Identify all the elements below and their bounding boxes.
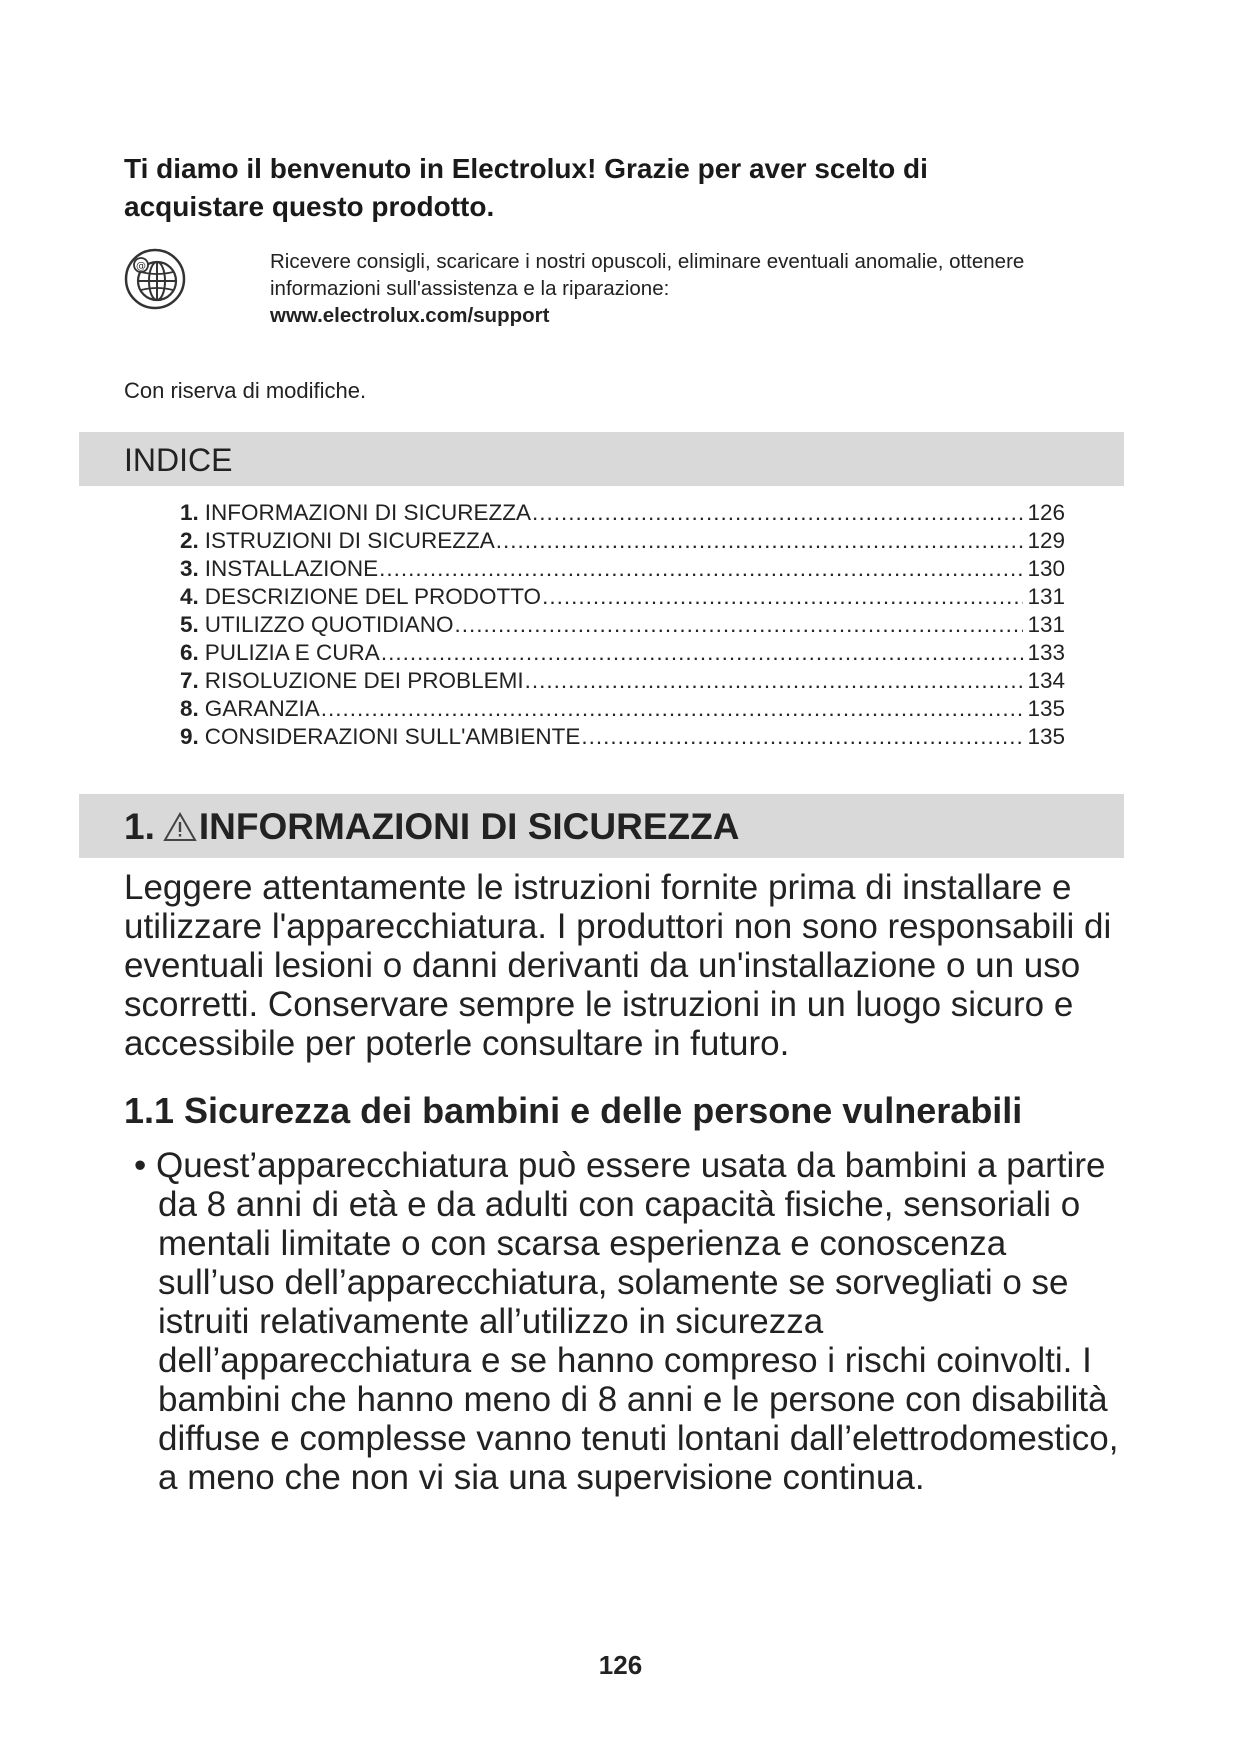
warning-triangle-icon bbox=[163, 812, 197, 842]
toc-item-label: PULIZIA E CURA bbox=[204, 640, 380, 665]
toc-leader-dots bbox=[581, 724, 1023, 750]
index-header-band bbox=[79, 432, 1124, 486]
toc-item-number: 6. bbox=[180, 640, 199, 665]
toc-item[interactable] bbox=[180, 612, 1065, 640]
section1-intro-paragraph: Leggere attentamente le istruzioni fornite prima di installare e utilizzare l'apparecchiatura. I produttori non sono responsabili di eventuali lesioni o danni derivanti da un'installazione o un uso scorretti. Conservare sempre le istruzioni in un luogo sicuro e accessibile per poterle consultare in futuro. bbox=[124, 868, 1112, 1063]
support-description: Ricevere consigli, scaricare i nostri opuscoli, eliminare eventuali anomalie, ottenere informazioni sull'assistenza e la riparazione: bbox=[270, 250, 1025, 300]
toc-item-label: GARANZIA bbox=[204, 696, 320, 721]
table-of-contents bbox=[180, 500, 1065, 752]
toc-item-label: INSTALLAZIONE bbox=[204, 556, 379, 581]
section1-header-band bbox=[79, 794, 1124, 858]
bullet-item bbox=[124, 1146, 1124, 1497]
page-number: 126 bbox=[598, 1650, 643, 1680]
support-block bbox=[124, 248, 1124, 328]
toc-item-label: INFORMAZIONI DI SICUREZZA bbox=[204, 500, 532, 525]
toc-item[interactable] bbox=[180, 528, 1065, 556]
toc-item-number: 3. bbox=[180, 556, 199, 581]
toc-item-page: 134 bbox=[1027, 668, 1065, 693]
toc-item-number: 4. bbox=[180, 584, 199, 609]
toc-item-page: 131 bbox=[1027, 584, 1065, 609]
toc-item-page: 135 bbox=[1027, 696, 1065, 721]
bullet-marker: • bbox=[134, 1146, 156, 1185]
bullet-text: Quest’apparecchiatura può essere usata da bambini a partire da 8 anni di età e da adulti con capacità fisiche, sensoriali o mentali limitate o con scarsa esperienza e conoscenza sull’uso dell’apparecchiatura, solamente se sorvegliati o se istruiti relativamente all’utilizzo in sicurezza dell’apparecchiatura e se hanno compreso i rischi coinvolti. I bambini che hanno meno di 8 anni e le persone con disabilità diffuse e complesse vanno tenuti lontani dall’elettrodomestico, a meno che non vi sia una supervisione continua. bbox=[155, 1146, 1119, 1497]
toc-item-number: 2. bbox=[180, 528, 199, 553]
toc-item-label: RISOLUZIONE DEI PROBLEMI bbox=[204, 668, 524, 693]
toc-item-page: 126 bbox=[1027, 500, 1065, 525]
toc-item-page: 135 bbox=[1027, 724, 1065, 749]
toc-item[interactable] bbox=[180, 556, 1065, 584]
toc-item-label: DESCRIZIONE DEL PRODOTTO bbox=[204, 584, 542, 609]
section1-heading-text: INFORMAZIONI DI SICUREZZA bbox=[198, 806, 740, 847]
toc-leader-dots bbox=[542, 584, 1023, 610]
toc-item-page: 129 bbox=[1027, 528, 1065, 553]
toc-item-number: 9. bbox=[180, 724, 199, 749]
support-url-link[interactable]: www.electrolux.com/support bbox=[270, 304, 550, 327]
toc-leader-dots bbox=[455, 612, 1024, 638]
index-title: INDICE bbox=[124, 442, 233, 478]
globe-web-icon bbox=[124, 248, 186, 310]
toc-item[interactable] bbox=[180, 668, 1065, 696]
toc-item[interactable] bbox=[180, 584, 1065, 612]
toc-leader-dots bbox=[321, 696, 1024, 722]
reserve-note: Con riserva di modifiche. bbox=[124, 378, 367, 403]
toc-leader-dots bbox=[532, 500, 1023, 526]
toc-leader-dots bbox=[381, 640, 1024, 666]
toc-item-number: 7. bbox=[180, 668, 199, 693]
toc-item[interactable] bbox=[180, 500, 1065, 528]
toc-item-page: 131 bbox=[1027, 612, 1065, 637]
toc-item-number: 5. bbox=[180, 612, 199, 637]
toc-leader-dots bbox=[496, 528, 1024, 554]
toc-item-page: 130 bbox=[1027, 556, 1065, 581]
toc-item[interactable] bbox=[180, 640, 1065, 668]
toc-item[interactable] bbox=[180, 696, 1065, 724]
toc-item-page: 133 bbox=[1027, 640, 1065, 665]
welcome-heading: Ti diamo il benvenuto in Electrolux! Grazie per aver scelto di acquistare questo prodotto. bbox=[124, 153, 928, 222]
toc-item-label: ISTRUZIONI DI SICUREZZA bbox=[204, 528, 495, 553]
toc-item-label: UTILIZZO QUOTIDIANO bbox=[204, 612, 454, 637]
toc-item[interactable] bbox=[180, 724, 1065, 752]
toc-item-number: 1. bbox=[180, 500, 199, 525]
svg-text:@: @ bbox=[136, 261, 146, 272]
subsection-1-1-title: 1.1 Sicurezza dei bambini e delle persone vulnerabili bbox=[124, 1090, 1023, 1131]
section1-title bbox=[124, 806, 739, 848]
toc-leader-dots bbox=[525, 668, 1024, 694]
toc-leader-dots bbox=[379, 556, 1023, 582]
section1-number: 1. bbox=[124, 806, 155, 847]
toc-item-number: 8. bbox=[180, 696, 199, 721]
toc-item-label: CONSIDERAZIONI SULL'AMBIENTE bbox=[204, 724, 581, 749]
support-text-block bbox=[270, 248, 1130, 329]
